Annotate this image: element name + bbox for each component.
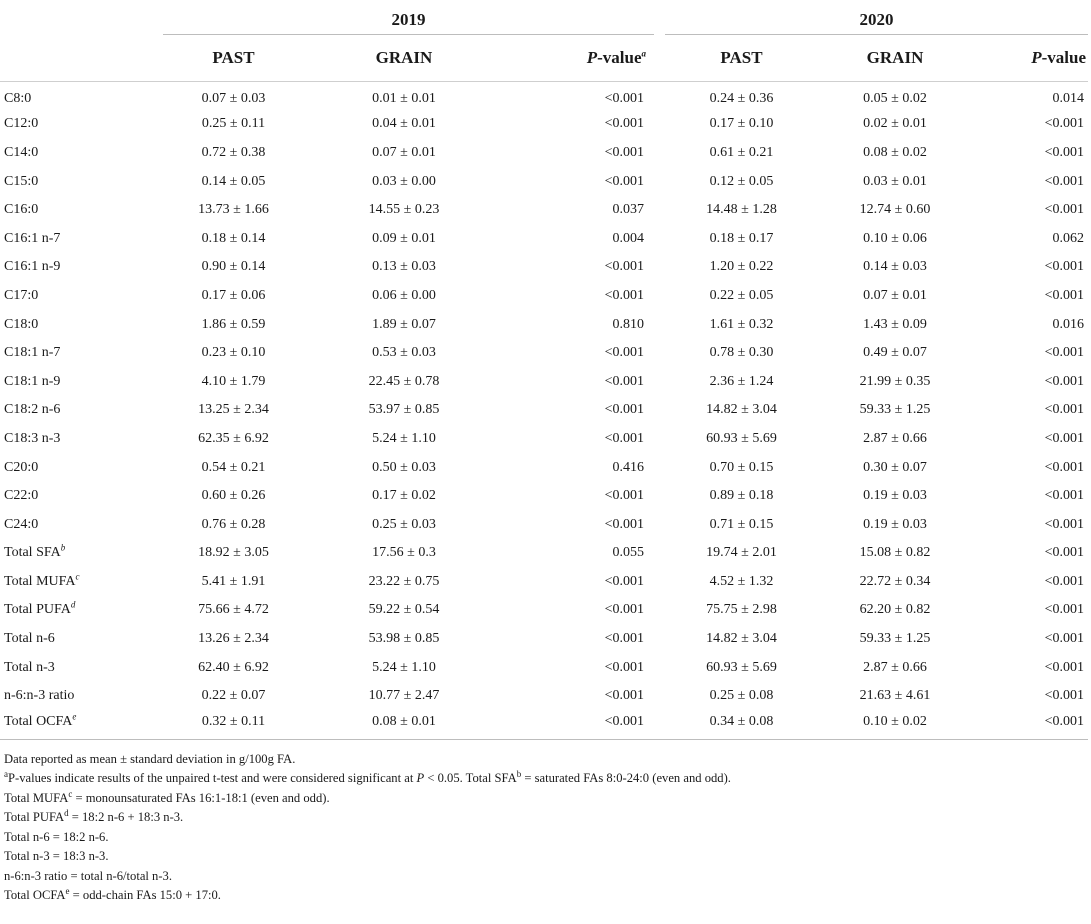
- table-header: [0, 0, 1088, 82]
- grain-2019-cell: 0.07 ± 0.01: [372, 144, 436, 160]
- pvalue-2019-cell: 0.037: [612, 202, 645, 218]
- pvalue-2020-cell: <0.001: [1044, 459, 1085, 475]
- table-row: [0, 224, 1088, 253]
- grain-2019-cell: 0.01 ± 0.01: [372, 91, 436, 107]
- grain-2020-cell: 2.87 ± 0.66: [863, 659, 927, 675]
- spacer-cell: [654, 682, 665, 711]
- past-2020-cell: 2.36 ± 1.24: [709, 373, 774, 389]
- past-2019-cell: 0.54 ± 0.21: [201, 459, 266, 475]
- row-label-cell: [0, 224, 163, 253]
- table-row: [0, 425, 1088, 454]
- grain-2019-cell: 22.45 ± 0.78: [368, 373, 440, 389]
- pvalue-2019-cell: <0.001: [604, 602, 645, 618]
- row-label: C20:0: [4, 459, 39, 475]
- row-label-cell: [0, 625, 163, 654]
- spacer-cell: [654, 596, 665, 625]
- spacer-cell: [654, 510, 665, 539]
- past-2020-cell: 0.70 ± 0.15: [709, 459, 774, 475]
- empty-corner-cell: [0, 0, 163, 35]
- past-2019-cell: 13.26 ± 2.34: [198, 631, 269, 647]
- row-label-cell: [0, 339, 163, 368]
- row-label-cell: [0, 396, 163, 425]
- grain-2019-cell: 53.98 ± 0.85: [368, 631, 440, 647]
- pvalue-2019-cell: <0.001: [604, 659, 645, 675]
- grain-2019-cell: 0.53 ± 0.03: [372, 345, 436, 361]
- grain-2019-cell: 0.17 ± 0.02: [372, 488, 436, 504]
- grain-2020-cell: 15.08 ± 0.82: [859, 545, 931, 561]
- column-header-row: [0, 35, 1088, 82]
- footnote-n3: Total n-3 = 18:3 n-3.: [4, 849, 109, 864]
- spacer-cell: [654, 224, 665, 253]
- pvalue-2019-cell: <0.001: [604, 402, 645, 418]
- grain-2019-cell: 53.97 ± 0.85: [368, 402, 440, 418]
- pvalue-2020-cell: <0.001: [1044, 345, 1085, 361]
- row-label: C24:0: [4, 516, 39, 532]
- row-label-cell: [0, 682, 163, 711]
- spacer-cell: [654, 253, 665, 282]
- past-2020-cell: 75.75 ± 2.98: [706, 602, 777, 618]
- pvalue-2020-cell: <0.001: [1044, 116, 1085, 132]
- spacer-cell: [654, 82, 665, 111]
- grain-2019-cell: 10.77 ± 2.47: [368, 688, 440, 704]
- grain-2019-cell: 17.56 ± 0.3: [372, 545, 436, 561]
- past-2019-cell: 62.35 ± 6.92: [198, 430, 269, 446]
- table-row: [0, 711, 1088, 740]
- grain-2019-cell: 0.03 ± 0.00: [372, 173, 436, 189]
- past-2019-cell: 0.60 ± 0.26: [201, 488, 266, 504]
- row-label: C18:2 n-6: [4, 402, 61, 418]
- row-label-footnote-marker: c: [75, 571, 80, 582]
- table-row: [0, 82, 1088, 111]
- table-row: [0, 339, 1088, 368]
- row-label: Total n-3: [4, 659, 55, 675]
- pvalue-2020-cell: <0.001: [1044, 430, 1085, 446]
- pvalue-2019-cell: <0.001: [604, 573, 645, 589]
- row-label: C8:0: [4, 91, 32, 107]
- past-2019-cell: 13.25 ± 2.34: [198, 402, 269, 418]
- table-row: [0, 568, 1088, 597]
- pvalue-2020-cell: <0.001: [1044, 516, 1085, 532]
- grain-2019-header: GRAIN: [375, 48, 433, 67]
- pvalue-2020-cell: 0.016: [1052, 316, 1085, 332]
- past-2020-header: PAST: [720, 48, 763, 67]
- pvalue-2019-cell: <0.001: [604, 91, 645, 107]
- table-row: [0, 282, 1088, 311]
- past-2019-cell: 0.23 ± 0.10: [201, 345, 266, 361]
- past-2020-cell: 0.78 ± 0.30: [709, 345, 774, 361]
- row-label-footnote-marker: d: [70, 599, 76, 610]
- grain-2019-cell: 0.09 ± 0.01: [372, 230, 436, 246]
- row-label-cell: [0, 139, 163, 168]
- past-2020-cell: 14.82 ± 3.04: [706, 402, 777, 418]
- row-label: Total SFA: [4, 545, 61, 561]
- footnote-n6: Total n-6 = 18:2 n-6.: [4, 829, 109, 844]
- past-2019-cell: 0.90 ± 0.14: [201, 259, 266, 275]
- row-label-cell: [0, 596, 163, 625]
- grain-2019-cell: 5.24 ± 1.10: [372, 430, 436, 446]
- table-row: [0, 110, 1088, 139]
- table-row: [0, 396, 1088, 425]
- row-label-cell: [0, 482, 163, 511]
- row-label-cell: [0, 282, 163, 311]
- past-2020-cell: 0.25 ± 0.08: [709, 688, 774, 704]
- past-2019-cell: 5.41 ± 1.91: [201, 573, 266, 589]
- grain-2020-cell: 0.07 ± 0.01: [863, 287, 927, 303]
- spacer-cell: [654, 282, 665, 311]
- past-2020-cell: 1.61 ± 0.32: [709, 316, 774, 332]
- spacer-cell: [654, 367, 665, 396]
- row-label: C18:3 n-3: [4, 430, 61, 446]
- past-2019-cell: 13.73 ± 1.66: [198, 202, 269, 218]
- past-2019-cell: 0.32 ± 0.11: [201, 713, 266, 729]
- row-label: n-6:n-3 ratio: [4, 688, 75, 704]
- grain-2020-cell: 0.05 ± 0.02: [863, 91, 927, 107]
- pvalue-2019-cell: <0.001: [604, 373, 645, 389]
- past-2020-cell: 0.34 ± 0.08: [709, 713, 774, 729]
- spacer-cell: [654, 539, 665, 568]
- row-label-cell: [0, 425, 163, 454]
- pvalue-2020-cell: <0.001: [1044, 602, 1085, 618]
- pvalue-2019-cell: <0.001: [604, 116, 645, 132]
- spacer-cell: [654, 339, 665, 368]
- grain-2020-cell: 0.02 ± 0.01: [863, 116, 927, 132]
- pvalue-p-letter: P: [586, 48, 598, 67]
- row-label: C18:1 n-7: [4, 345, 61, 361]
- past-2019-header: PAST: [212, 48, 255, 67]
- row-label: C16:0: [4, 202, 39, 218]
- spacer-cell: [654, 568, 665, 597]
- spacer-cell: [654, 625, 665, 654]
- pvalue-2020-cell: <0.001: [1044, 545, 1085, 561]
- row-label: C17:0: [4, 287, 39, 303]
- pvalue-2020-cell: <0.001: [1044, 488, 1085, 504]
- spacer-cell: [654, 453, 665, 482]
- grain-2019-cell: 0.13 ± 0.03: [372, 259, 436, 275]
- grain-2020-header: GRAIN: [866, 48, 924, 67]
- pvalue-2019-header: [504, 35, 654, 82]
- pvalue-2020-cell: <0.001: [1044, 688, 1085, 704]
- past-2019-cell: 0.14 ± 0.05: [201, 173, 266, 189]
- row-label: C18:1 n-9: [4, 373, 61, 389]
- past-2019-cell: 18.92 ± 3.05: [198, 545, 269, 561]
- past-2020-cell: 0.71 ± 0.15: [709, 516, 774, 532]
- pvalue-2020-cell: <0.001: [1044, 659, 1085, 675]
- row-label-cell: [0, 367, 163, 396]
- row-label: C22:0: [4, 488, 39, 504]
- grain-2020-cell: 0.10 ± 0.06: [863, 230, 927, 246]
- pvalue-2019-cell: <0.001: [604, 713, 645, 729]
- row-label: Total PUFA: [4, 602, 71, 618]
- grain-2019-cell: 0.50 ± 0.03: [372, 459, 436, 475]
- past-2020-cell: 4.52 ± 1.32: [709, 573, 774, 589]
- table-row: [0, 539, 1088, 568]
- pvalue-2020-cell: 0.062: [1052, 230, 1085, 246]
- pvalue-footnote-marker: a: [641, 48, 647, 59]
- pvalue-2019-cell: <0.001: [604, 173, 645, 189]
- past-2019-cell: 1.86 ± 0.59: [201, 316, 266, 332]
- spacer-cell: [654, 482, 665, 511]
- empty-label-header: [0, 35, 163, 82]
- past-2020-cell: 0.61 ± 0.21: [709, 144, 774, 160]
- grain-2019-cell: 23.22 ± 0.75: [368, 573, 440, 589]
- pvalue-2020-cell: <0.001: [1044, 259, 1085, 275]
- spacer-cell: [654, 167, 665, 196]
- grain-2020-cell: 22.72 ± 0.34: [859, 573, 931, 589]
- grain-2019-cell: 59.22 ± 0.54: [368, 602, 440, 618]
- past-2019-cell: 0.17 ± 0.06: [201, 287, 266, 303]
- row-label-footnote-marker: b: [60, 542, 66, 553]
- row-label-cell: [0, 711, 163, 740]
- table-row: [0, 310, 1088, 339]
- pvalue-2019-cell: 0.055: [612, 545, 645, 561]
- year-2020-header: 2020: [665, 0, 1088, 35]
- grain-2020-cell: 0.08 ± 0.02: [863, 144, 927, 160]
- grain-2020-cell: 0.14 ± 0.03: [863, 259, 927, 275]
- grain-2019-cell: 0.08 ± 0.01: [372, 713, 436, 729]
- row-label-cell: [0, 167, 163, 196]
- grain-2020-cell: 0.49 ± 0.07: [863, 345, 927, 361]
- grain-2020-cell: 1.43 ± 0.09: [863, 316, 927, 332]
- spacer-cell: [654, 139, 665, 168]
- spacer-cell: [654, 653, 665, 682]
- pvalue-2020-cell: <0.001: [1044, 373, 1085, 389]
- table-row: [0, 167, 1088, 196]
- pvalue-2019-cell: <0.001: [604, 259, 645, 275]
- year-header-row: [0, 0, 1088, 35]
- row-label-cell: [0, 510, 163, 539]
- past-2019-cell: 75.66 ± 4.72: [198, 602, 269, 618]
- spacer-cell: [654, 0, 665, 35]
- spacer-cell: [654, 196, 665, 225]
- past-2019-cell: 0.72 ± 0.38: [201, 144, 266, 160]
- grain-2020-cell: 0.19 ± 0.03: [863, 516, 927, 532]
- year-2019-header: 2019: [163, 0, 654, 35]
- grain-2019-cell: 0.04 ± 0.01: [372, 116, 436, 132]
- grain-2019-cell: 0.25 ± 0.03: [372, 516, 436, 532]
- grain-2020-cell: 0.19 ± 0.03: [863, 488, 927, 504]
- past-2020-cell: 0.17 ± 0.10: [709, 116, 774, 132]
- grain-2020-cell: 21.99 ± 0.35: [859, 373, 931, 389]
- pvalue-2020-cell: <0.001: [1044, 631, 1085, 647]
- row-label-cell: [0, 110, 163, 139]
- spacer-cell: [654, 425, 665, 454]
- pvalue-2019-cell: <0.001: [604, 345, 645, 361]
- row-label-cell: [0, 82, 163, 111]
- row-label: C16:1 n-7: [4, 230, 61, 246]
- past-2020-cell: 0.24 ± 0.36: [709, 91, 774, 107]
- pvalue-suffix: -value: [597, 48, 642, 67]
- pvalue-2019-cell: <0.001: [604, 287, 645, 303]
- grain-2020-cell: 0.30 ± 0.07: [863, 459, 927, 475]
- past-2020-cell: 19.74 ± 2.01: [706, 545, 777, 561]
- past-2020-cell: 60.93 ± 5.69: [706, 430, 777, 446]
- spacer-cell: [654, 711, 665, 740]
- pvalue-2019-cell: <0.001: [604, 516, 645, 532]
- footnote-data-description: Data reported as mean ± standard deviation in g/100g FA.: [4, 751, 296, 766]
- pvalue-2019-cell: <0.001: [604, 688, 645, 704]
- pvalue-2019-cell: 0.004: [612, 230, 645, 246]
- pvalue-p-letter: P: [1031, 48, 1042, 67]
- grain-2020-cell: 0.10 ± 0.02: [863, 713, 927, 729]
- table-row: [0, 196, 1088, 225]
- pvalue-2020-cell: <0.001: [1044, 402, 1085, 418]
- row-label: C16:1 n-9: [4, 259, 61, 275]
- pvalue-2019-cell: <0.001: [604, 430, 645, 446]
- pvalue-2019-cell: 0.810: [612, 316, 645, 332]
- spacer-cell: [654, 310, 665, 339]
- spacer-cell: [654, 396, 665, 425]
- grain-2019-cell: 1.89 ± 0.07: [372, 316, 436, 332]
- past-2020-cell: 14.48 ± 1.28: [706, 202, 777, 218]
- table-row: [0, 653, 1088, 682]
- pvalue-2020-cell: <0.001: [1044, 287, 1085, 303]
- row-label: C15:0: [4, 173, 39, 189]
- footnote-pufa: Total $PUFA^d$ = 18:2 n-6 + 18:3 n-3.: [4, 807, 184, 825]
- past-2019-cell: 62.40 ± 6.92: [198, 659, 269, 675]
- row-label-cell: [0, 310, 163, 339]
- pvalue-2020-cell: <0.001: [1044, 573, 1085, 589]
- row-label: Total n-6: [4, 631, 55, 647]
- table-row: [0, 510, 1088, 539]
- past-2019-cell: 0.76 ± 0.28: [201, 516, 266, 532]
- footnote-ratio: n-6:n-3 ratio = total n-6/total n-3.: [4, 868, 172, 883]
- pvalue-2020-cell: <0.001: [1044, 202, 1085, 218]
- past-2019-cell: 0.07 ± 0.03: [201, 91, 266, 107]
- row-label-cell: [0, 653, 163, 682]
- grain-2020-cell: 12.74 ± 0.60: [859, 202, 931, 218]
- pvalue-2020-cell: <0.001: [1044, 173, 1085, 189]
- table-row: [0, 453, 1088, 482]
- grain-2020-cell: 62.20 ± 0.82: [859, 602, 931, 618]
- past-2020-cell: 1.20 ± 0.22: [709, 259, 774, 275]
- footnote-mufa: Total $MUFA^c$ = monounsaturated FAs 16:1-18:1 (even and odd).: [4, 788, 330, 805]
- grain-2020-cell: 21.63 ± 4.61: [859, 688, 931, 704]
- grain-2020-cell: 2.87 ± 0.66: [863, 430, 927, 446]
- row-label: C12:0: [4, 116, 39, 132]
- past-2019-cell: 0.18 ± 0.14: [201, 230, 266, 246]
- footnote-ocfa: Total $OCFA^e$ = odd-chain FAs 15:0 + 17:0.: [4, 885, 221, 903]
- table-body: [0, 82, 1088, 740]
- grain-2019-cell: 14.55 ± 0.23: [368, 202, 440, 218]
- table-row: [0, 596, 1088, 625]
- table-row: [0, 482, 1088, 511]
- past-2019-cell: 4.10 ± 1.79: [201, 373, 266, 389]
- pvalue-2019-cell: <0.001: [604, 631, 645, 647]
- pvalue-2020-header: [972, 35, 1088, 82]
- pvalue-2019-cell: <0.001: [604, 144, 645, 160]
- row-label-footnote-marker: e: [72, 710, 77, 721]
- past-2020-cell: 0.12 ± 0.05: [709, 173, 774, 189]
- past-2020-cell: 14.82 ± 3.04: [706, 631, 777, 647]
- row-label-cell: [0, 253, 163, 282]
- row-label-cell: [0, 196, 163, 225]
- past-2020-cell: 0.18 ± 0.17: [709, 230, 774, 246]
- table-row: [0, 139, 1088, 168]
- past-2020-cell: 0.89 ± 0.18: [709, 488, 774, 504]
- grain-2019-cell: 0.06 ± 0.00: [372, 287, 436, 303]
- pvalue-2019-cell: <0.001: [604, 488, 645, 504]
- grain-2020-cell: 59.33 ± 1.25: [859, 402, 931, 418]
- row-label-cell: [0, 568, 163, 597]
- pvalue-2019-cell: 0.416: [612, 459, 645, 475]
- row-label-cell: [0, 453, 163, 482]
- spacer-cell: [654, 35, 665, 82]
- grain-2020-cell: 59.33 ± 1.25: [859, 631, 931, 647]
- grain-2020-cell: 0.03 ± 0.01: [863, 173, 927, 189]
- pvalue-2020-cell: <0.001: [1044, 713, 1085, 729]
- table-row: [0, 682, 1088, 711]
- past-2019-cell: 0.22 ± 0.07: [201, 688, 266, 704]
- row-label: C18:0: [4, 316, 39, 332]
- pvalue-suffix: -value: [1041, 48, 1087, 67]
- table-row: [0, 367, 1088, 396]
- row-label: Total OCFA: [4, 713, 73, 729]
- table-row: [0, 253, 1088, 282]
- row-label: C14:0: [4, 144, 39, 160]
- past-2020-cell: 60.93 ± 5.69: [706, 659, 777, 675]
- pvalue-2020-cell: <0.001: [1044, 144, 1085, 160]
- table-row: [0, 625, 1088, 654]
- footnote-pvalue: $^a$P-values indicate results of the unpaired t-test and were considered significant at P < 0.05. Total $SFA^b$ = saturated FAs 8:0-24:0 (even and odd).: [4, 768, 731, 786]
- past-2020-cell: 0.22 ± 0.05: [709, 287, 774, 303]
- grain-2019-cell: 5.24 ± 1.10: [372, 659, 436, 675]
- row-label-cell: [0, 539, 163, 568]
- row-label: Total MUFA: [4, 573, 76, 589]
- table-footnotes: [0, 750, 1091, 906]
- pvalue-2020-cell: 0.014: [1052, 91, 1085, 107]
- past-2019-cell: 0.25 ± 0.11: [201, 116, 266, 132]
- spacer-cell: [654, 110, 665, 139]
